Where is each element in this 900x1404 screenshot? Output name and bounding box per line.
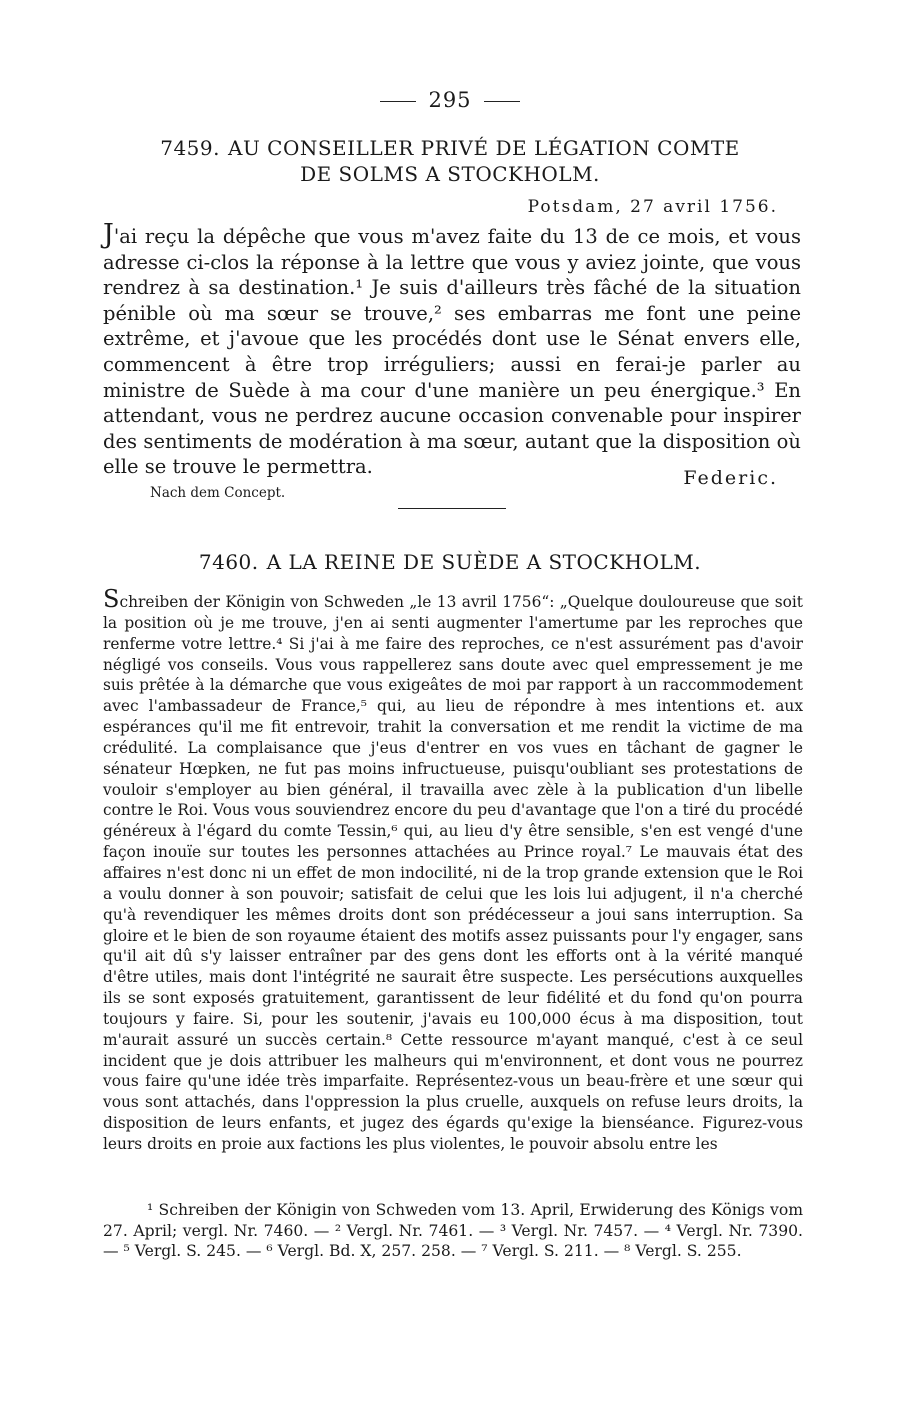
footnotes-text: ¹ Schreiben der Königin von Schweden vom 13. April, Erwiderung des Königs vom 27. April; vergl. Nr. 7460. — ² Vergl. Nr. 7461. — ³ Vergl. Nr. 7457. — ⁴ Vergl. Nr. 7390. — ⁵ Vergl. S. 245. — ⁶ Vergl. Bd. X, 257. 258. — ⁷ Vergl. S. 211. — ⁸ Vergl. S. 255. [103, 1201, 803, 1260]
page-number [0, 88, 900, 112]
page-number-dash-right [484, 101, 520, 102]
letter-7459-signature: Federic. [683, 467, 778, 489]
letter-7460-body-text: chreiben der Königin von Schweden „le 13 avril 1756“: „Quelque douloureuse que soit la position où je me trouve, j'en ai senti augmenter l'amertume par les reproches que renferme votre lettre.⁴ Si j'ai à me faire des reproches, ce n'est assurément pas d'avoir négligé vos conseils. Vous vous rappellerez sans doute avec quel empressement je me suis prêtée à la démarche que vous exigeâtes de moi par rapport à un raccommodement avec l'ambassadeur de France,⁵ qui, au lieu de répondre à mes intentions et. aux espérances qu'il me fit entrevoir, trahit la conversation et me rendit la victime de ma crédulité. La complaisance que j'eus d'entrer en vos vues en tâchant de gagner le sénateur Hœpken, ne fut pas moins infructueuse, puisqu'oubliant ses protestations de vouloir s'employer au bien général, il travailla avec zèle à la publication d'un libelle contre le Roi. Vous vous souviendrez encore du peu d'avantage que l'on a tiré du procédé généreux à l'égard du comte Tessin,⁶ qui, au lieu d'y être sensible, s'en est vengé d'une façon inouïe sur toutes les personnes attachées au Prince royal.⁷ Le mauvais état des affaires n'est donc ni un effet de mon indocilité, ni de la trop grande extension que le Roi a voulu donner à son pouvoir; satisfait de celui que les lois lui adjugent, il n'a cherché qu'à revendiquer les mêmes droits dont son prédécesseur a joui sans interruption. Sa gloire et le bien de son royaume étaient des motifs assez puissants pour l'y engager, sans qu'il ait dû s'y laisser entraîner par des gens dont les efforts ont à la vérité manqué d'être utiles, mais dont l'intégrité ne saurait être suspecte. Les persécutions auxquelles ils se sont exposés gratuitement, garantissent de leur fidélité et du fond qu'on pourra toujours y faire. Si, pour les soutenir, j'avais eu 100,000 écus à ma disposition, tout m'aurait assuré un succès certain.⁸ Cette ressource m'ayant manqué, c'est à ce seul incident que je dois attribuer les malheurs qui m'environnent, et dont vous ne pourrez vous faire qu'une idée très imparfaite. Représentez-vous un beau-frère et une sœur qui vous sont attachés, dans l'oppression la plus cruelle, auxquels on refuse leurs droits, la disposition de leurs enfants, et jugez des égards qu'exige la bienséance. Figurez-vous leurs droits en proie aux factions les plus violentes, le pouvoir absolu entre les [103, 593, 803, 1153]
letter-7459-dateline: Potsdam, 27 avril 1756. [527, 197, 778, 217]
letter-7460-heading-text: A LA REINE DE SUÈDE A STOCKHOLM. [266, 550, 702, 574]
page-number-dash-left [380, 101, 416, 102]
letter-7459-source-note: Nach dem Concept. [150, 485, 286, 501]
footnotes [103, 1200, 803, 1262]
letter-7459-heading-line2: DE SOLMS A STOCKHOLM. [300, 162, 600, 186]
letter-7459-heading-text: AU CONSEILLER PRIVÉ DE LÉGATION COMTE [228, 136, 740, 160]
letter-7459-body [103, 219, 801, 480]
letter-7459-heading [100, 135, 800, 187]
letter-7459-number: 7459. [160, 136, 220, 160]
letter-7460-body [103, 585, 803, 1155]
letter-7460-heading [100, 549, 800, 575]
letter-7460-dropcap: S [103, 585, 120, 613]
page-number-text: 295 [428, 88, 472, 112]
section-separator [398, 508, 506, 509]
letter-7460-number: 7460. [198, 550, 259, 574]
letter-7459-body-text: 'ai reçu la dépêche que vous m'avez faite du 13 de ce mois, et vous adresse ci-clos la réponse à la lettre que vous y aviez jointe, que vous rendrez à sa destination.¹ Je suis d'ailleurs très fâché de la situation pénible où ma sœur se trouve,² ses embarras me font une peine extrême, et j'avoue que les procédés dont use le Sénat envers elle, commencent à être trop irréguliers; aussi en ferai-je parler au ministre de Suède à ma cour d'une manière un peu énergique.³ En attendant, vous ne perdrez aucune occasion convenable pour inspirer des sentiments de modération à ma sœur, autant que la disposition où elle se trouve le permettra. [103, 225, 801, 479]
letter-7459-heading-line1 [100, 135, 800, 161]
letter-7459-dropcap: J [103, 219, 114, 250]
